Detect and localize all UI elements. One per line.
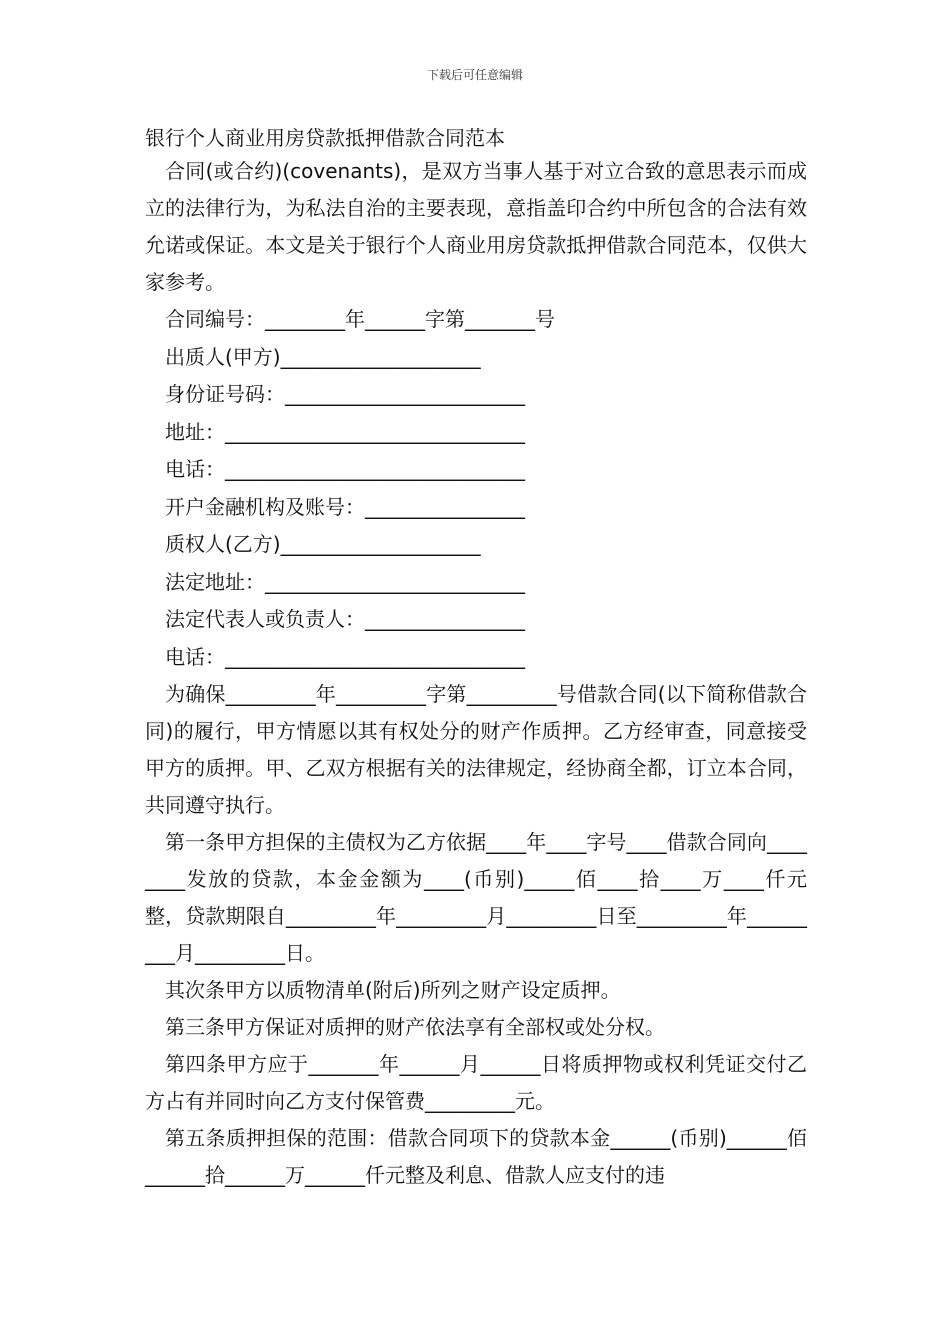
- field-phone-pledgor: 电话：______________________________: [165, 457, 525, 481]
- header-note: 下载后可任意编辑: [426, 68, 523, 82]
- field-pledgor: 出质人(甲方)____________________: [165, 344, 481, 369]
- document-title: 银行个人商业用房贷款抵押借款合同范本: [145, 126, 505, 150]
- field-bank-account: 开户金融机构及账号：________________: [165, 494, 525, 519]
- field-legal-address: 法定地址：__________________________: [165, 569, 525, 594]
- intro-paragraph: 合同(或合约)(covenants)，是双方当事人基于对立合致的意思表示而成立的法律行为，为私法自治的主要表现，意指盖印合约中所包含的合法有效允诺或保证。本文是关于银行个人商业用房贷款抵押借款合同范本，仅供大家参考。: [145, 159, 807, 294]
- field-legal-representative: 法定代表人或负责人：________________: [165, 607, 525, 631]
- field-phone-pledgee: 电话：______________________________: [165, 644, 525, 669]
- article-3: 第三条甲方保证对质押的财产依法享有全部权或处分权。: [165, 1015, 665, 1039]
- field-pledgee: 质权人(乙方)____________________: [165, 532, 481, 556]
- article-1: 第一条甲方担保的主债权为乙方依据____年____字号____借款合同向________发放的贷款，本金金额为____(币别)_____佰____拾____万____仟元整，贷款期限自_________年_________月_________日至_________年_________月_________日。: [145, 830, 807, 965]
- field-id-number: 身份证号码：________________________: [165, 382, 525, 406]
- article-5: 第五条质押担保的范围：借款合同项下的贷款本金______(币别)______佰______拾______万______仟元整及利息、借款人应支付的违: [145, 1126, 807, 1187]
- field-address: 地址：______________________________: [165, 419, 525, 444]
- field-contract-number: 合同编号：________年______字第_______号: [165, 307, 555, 331]
- article-2: 其次条甲方以质物清单(附后)所列之财产设定质押。: [165, 978, 621, 1002]
- article-4: 第四条甲方应于_______年______月______日将质押物或权利凭证交付乙方占有并同时向乙方支付保管费_________元。: [145, 1052, 807, 1113]
- purpose-paragraph: 为确保_________年_________字第_________号借款合同(以下简称借款合同)的履行，甲方情愿以其有权处分的财产作质押。乙方经审查，同意接受甲方的质押。甲、乙双方根据有关的法律规定，经协商全都，订立本合同，共同遵守执行。: [145, 682, 807, 817]
- document-body: [145, 153, 807, 1194]
